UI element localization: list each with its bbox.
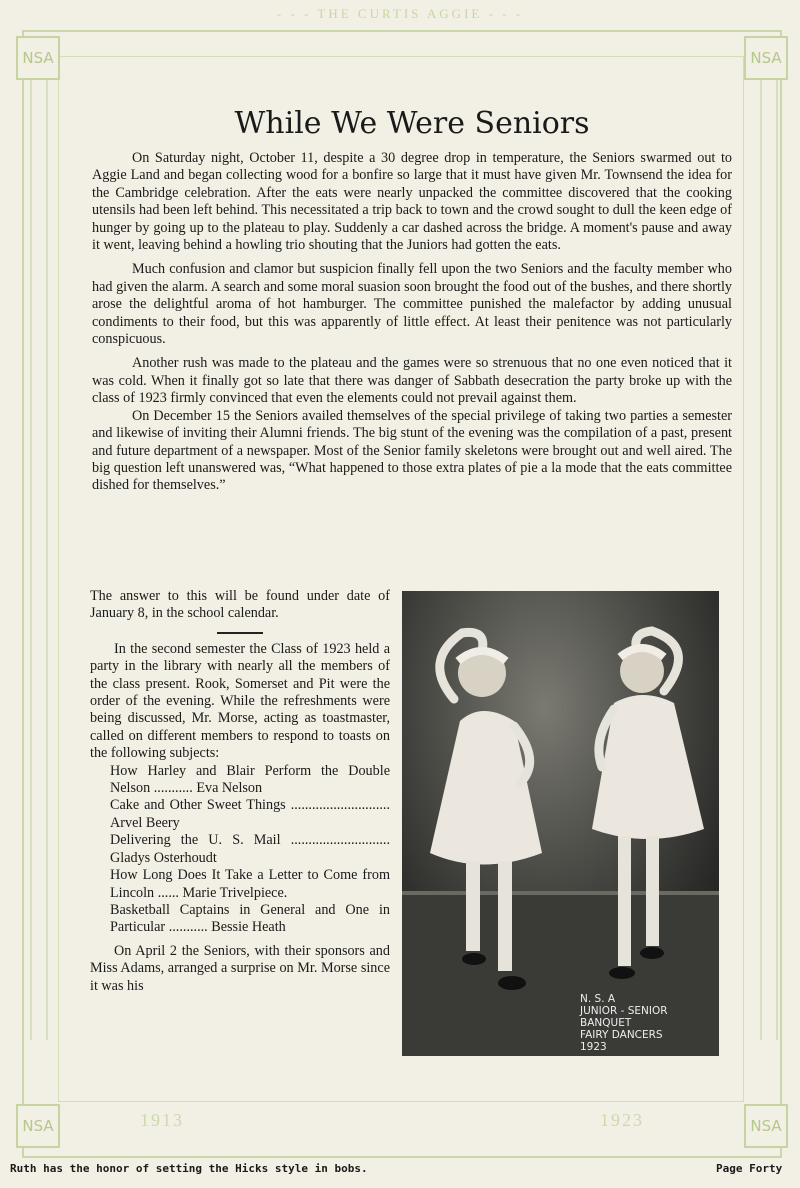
running-title: - - - THE CURTIS AGGIE - - - — [276, 6, 524, 21]
paragraph: On December 15 the Seniors availed themselves of the special privilege of taking two parties a semester and likewise of inviting their Alumni friends. The big stunt of the evening was the compilation of a past, present and future department of a newspaper. Most of the Senior family skeletons were brought out and well aired. The big question left unanswered was, “What happened to those extra plates of pie a la mode that the eats committee dished for themselves.” — [92, 407, 732, 494]
toast-item: Basketball Captains in General and One in Particular ........... Bessie Heath — [110, 901, 390, 936]
border-year-left: 1913 — [140, 1110, 184, 1130]
toast-speaker: Arvel Beery — [110, 814, 180, 831]
caption-line: 1923 — [580, 1041, 607, 1053]
fairy-dancers-photo — [402, 591, 719, 1056]
toast-item: How Long Does It Take a Letter to Come from Lincoln ...... Marie Trivelpiece. — [110, 867, 390, 901]
toast-list — [90, 763, 390, 937]
article-body — [92, 150, 732, 495]
left-column — [90, 588, 390, 995]
toast-speaker: Gladys Osterhoudt — [110, 849, 217, 866]
border-ornament-right — [760, 80, 778, 1040]
photo-illustration — [402, 591, 719, 1056]
toast-subject: How Long Does It Take a Letter to Come from Lincoln — [110, 867, 390, 901]
monogram-bottom-left: NSA — [16, 1104, 60, 1148]
page-number: Page Forty — [716, 1162, 783, 1175]
toast-item: Cake and Other Sweet Things ............................ Arvel Beery — [110, 797, 390, 831]
toast-item: How Harley and Blair Perform the Double Nelson ........... Eva Nelson — [110, 762, 390, 797]
section-divider — [217, 632, 263, 634]
toast-subject: Basketball Captains in General and One in Particular — [110, 901, 390, 936]
paragraph-closing: On April 2 the Seniors, with their sponsors and Miss Adams, arranged a surprise on Mr. Morse since it was his — [90, 942, 390, 994]
footer-note: Ruth has the honor of setting the Hicks style in bobs. — [10, 1162, 368, 1175]
toast-speaker: Bessie Heath — [211, 919, 286, 936]
toast-subject: Delivering the U. S. Mail — [110, 832, 281, 849]
border-year-right: 1923 — [600, 1110, 644, 1130]
monogram-top-right: NSA — [744, 36, 788, 80]
paragraph: On Saturday night, October 11, despite a 30 degree drop in temperature, the Seniors swarmed out to Aggie Land and began collecting wood for a bonfire so large that it must have given Mr. Townsend the idea for the Cambridge celebration. After the eats were nearly unpacked the committee discovered that the cooking utensils had been left behind. This necessitated a trip back to town and the crowd sought to dull the keen edge of hunger by going up to the plateau to play. Suddenly a car dashed across the bridge. A moment's pause and away it went, leaving behind a howling trio shouting that the Juniors had gotten the eats. — [92, 150, 732, 254]
paragraph: Much confusion and clamor but suspicion finally fell upon the two Seniors and the faculty member who had given the alarm. A search and some moral suasion soon brought the food out of the bushes, and there shortly arose the delightful aroma of hot hamburger. The committee punished the malefactor by adding unusual condiments to their food, but this was apparently of little effect. At least their penitence was not particularly conspicuous. — [92, 261, 732, 348]
article-title: While We Were Seniors — [234, 106, 590, 141]
caption-line: JUNIOR - SENIOR — [580, 1005, 668, 1017]
monogram-top-left: NSA — [16, 36, 60, 80]
caption-line: BANQUET — [580, 1017, 632, 1029]
toast-item: Delivering the U. S. Mail ............................ Gladys Osterhoudt — [110, 832, 391, 866]
toast-subject: How Harley and Blair Perform the Double Nelson — [110, 762, 390, 797]
paragraph-second-semester: In the second semester the Class of 1923 held a party in the library with nearly all the members of the class present. Rook, Somerset and Pit were the order of the evening. While the refreshments were being discussed, Mr. Morse, acting as toastmaster, called on different members to respond to toasts on the following subjects: — [90, 640, 390, 762]
monogram-bottom-right: NSA — [744, 1104, 788, 1148]
border-ornament-left — [30, 80, 48, 1040]
caption-line: FAIRY DANCERS — [580, 1029, 663, 1041]
toast-speaker: Eva Nelson — [196, 780, 263, 797]
paragraph: Another rush was made to the plateau and the games were so strenuous that no one even noticed that it was cold. When it finally got so late that there was danger of Sabbath desecration the party broke up with the class of 1923 firmly convinced that even the elements could not prevail against them. — [92, 355, 732, 407]
photo-caption — [580, 993, 668, 1053]
toast-speaker: Marie Trivelpiece. — [182, 884, 288, 901]
answer-line: The answer to this will be found under date of January 8, in the school calendar. — [90, 588, 390, 622]
caption-line: N. S. A — [580, 993, 616, 1005]
toast-subject: Cake and Other Sweet Things — [110, 797, 286, 814]
